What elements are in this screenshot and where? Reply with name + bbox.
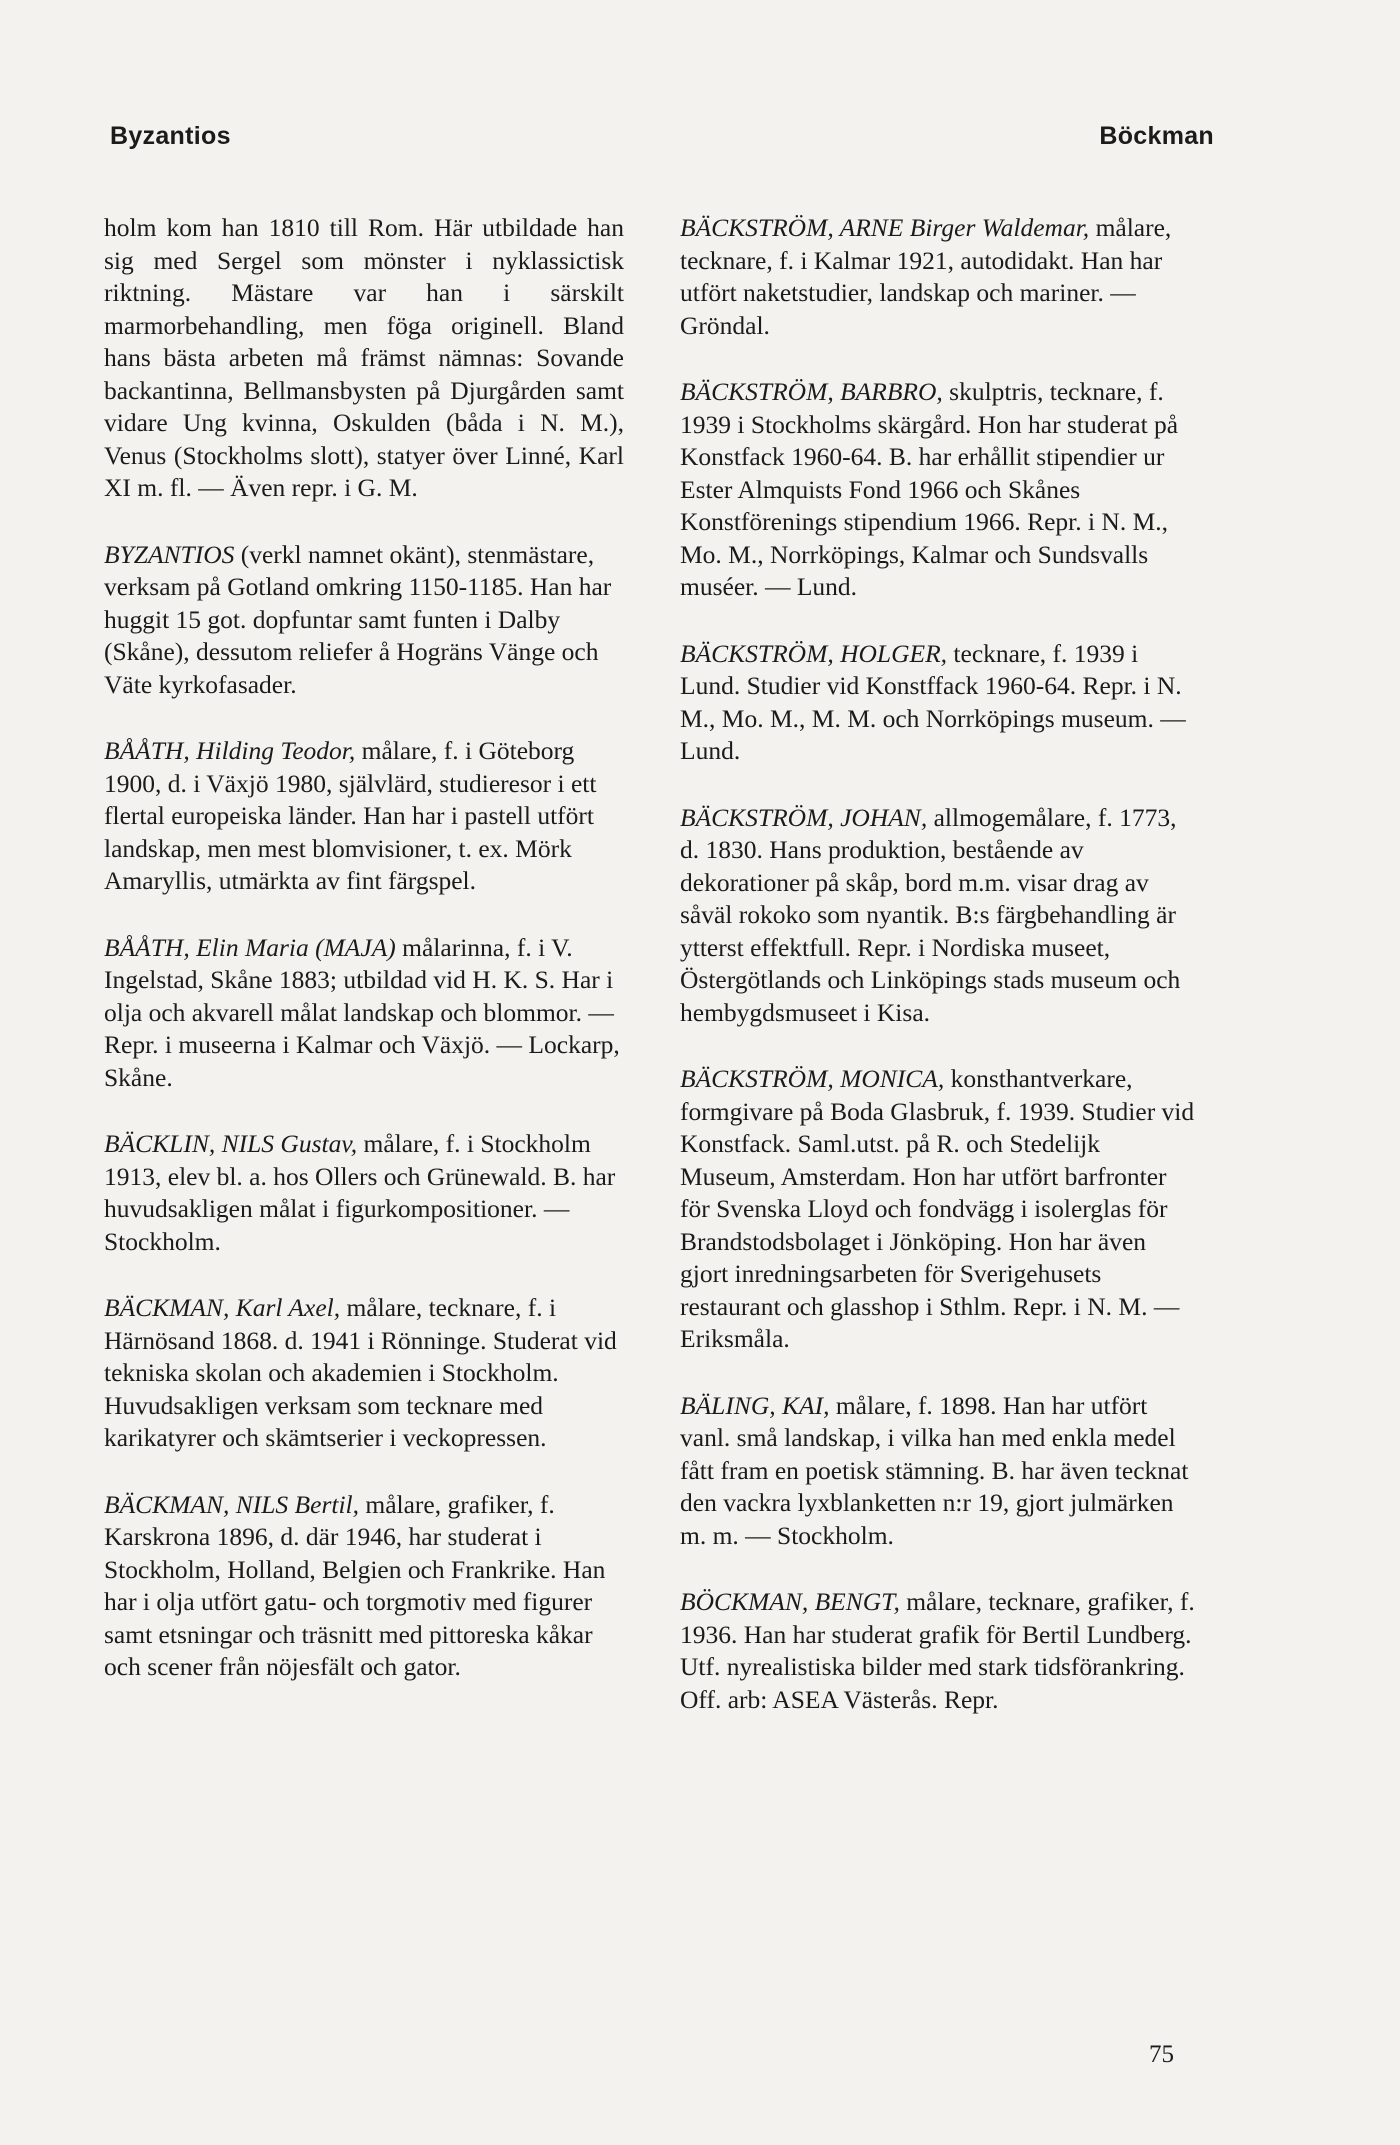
- left-column: [104, 212, 624, 1718]
- entry-text: (verkl namnet okänt), stenmästare, verksam på Gotland omkring 1150-1185. Han har huggit 15 got. dopfuntar samt funten i Dalby (Skåne), dessutom reliefer å Hogräns Vänge och Väte kyrkofasader.: [104, 539, 612, 699]
- entry-backlin-nils: [104, 1128, 624, 1258]
- entry-name: BÄCKSTRÖM, BARBRO,: [680, 377, 943, 406]
- entry-backman-karl: [104, 1292, 624, 1455]
- entry-backstrom-holger: [680, 638, 1200, 768]
- entry-text: målare, f. i Stockholm 1913, elev bl. a. hos Ollers och Grünewald. B. har huvudsakligen målat i figurkompositioner. — Stockholm.: [104, 1129, 616, 1256]
- entry-backman-nils: [104, 1489, 624, 1684]
- entry-bockman-bengt: [680, 1586, 1200, 1716]
- entry-name: BÅÅTH, Elin Maria (MAJA): [104, 932, 396, 962]
- entry-name: BYZANTIOS: [104, 539, 235, 569]
- entry-name: BÄCKSTRÖM, HOLGER,: [680, 638, 948, 668]
- entry-backstrom-monica: [680, 1063, 1200, 1356]
- entry-name: BÄCKLIN, NILS Gustav,: [104, 1129, 358, 1158]
- entry-name: BÄCKSTRÖM, MONICA,: [680, 1064, 945, 1093]
- entry-text: allmogemålare, f. 1773, d. 1830. Hans produktion, bestående av dekorationer på skåp, bord m.m. visar drag av såväl rokoko som nyantik. B:s färgbehandling är ytterst effektfull. Repr. i Nordiska museet, Östergötlands och Linköpings stads museum och hembygdsmuseet i Kisa.: [680, 802, 1181, 1027]
- entry-name: BÖCKMAN, BENGT,: [680, 1587, 900, 1616]
- entry-name: BÄCKSTRÖM, JOHAN,: [680, 802, 928, 832]
- entry-name: BÄLING, KAI,: [680, 1390, 830, 1420]
- entry-baath-hilding: [104, 735, 624, 898]
- page-number: 75: [1149, 2041, 1174, 2068]
- entry-backstrom-arne: [680, 212, 1200, 342]
- entry-text: målare, tecknare, f. i Härnösand 1868. d. 1941 i Rönninge. Studerat vid tekniska skolan och akademien i Stockholm. Huvudsakligen verksam som tecknare med karikatyrer och skämtserier i veckopressen.: [104, 1293, 617, 1452]
- entry-text: målarinna, f. i V. Ingelstad, Skåne 1883; utbildad vid H. K. S. Har i olja och akvarell målat landskap och blommor. — Repr. i museerna i Kalmar och Växjö. — Lockarp, Skåne.: [104, 932, 620, 1092]
- entry-baling-kai: [680, 1390, 1200, 1553]
- continuation-paragraph: holm kom han 1810 till Rom. Här utbildade han sig med Sergel som mönster i nyklassictisk riktning. Mästare var han i särskilt marmorbehandling, men föga originell. Bland hans bästa arbeten må främst nämnas: Sovande backantinna, Bellmansbysten på Djurgården samt vidare Ung kvinna, Oskulden (båda i N. M.), Venus (Stockholms slott), statyer över Linné, Karl XI m. fl. — Även repr. i G. M.: [104, 213, 624, 502]
- entry-text: målare, grafiker, f. Karskrona 1896, d. där 1946, har studerat i Stockholm, Holland, Belgien och Frankrike. Han har i olja utfört gatu- och torgmotiv med figurer samt etsningar och träsnitt med pittoreska kåkar och scener från nöjesfält och gator.: [104, 1489, 606, 1681]
- running-head-right: Böckman: [1099, 122, 1214, 150]
- entry-backstrom-barbro: [680, 376, 1200, 604]
- entry-text: målare, f. i Göteborg 1900, d. i Växjö 1980, självlärd, studieresor i ett flertal europeiska länder. Han har i pastell utfört landskap, men mest blomvisioner, t. ex. Mörk Amaryllis, utmärkta av fint färgspel.: [104, 736, 597, 895]
- right-column: [680, 212, 1200, 1750]
- running-head-left: Byzantios: [110, 122, 231, 150]
- entry-name: BÄCKMAN, Karl Axel,: [104, 1293, 341, 1322]
- entry-text: konsthantverkare, formgivare på Boda Glasbruk, f. 1939. Studier vid Konstfack. Saml.utst. på R. och Stedelijk Museum, Amsterdam. Hon har utfört barfronter för Svenska Lloyd och fondvägg i isolerglas för Brandstodsbolaget i Jönköping. Hon har även gjort inredningsarbeten för Sverigehusets restaurant och glasshop i Sthlm. Repr. i N. M. — Eriksmåla.: [680, 1064, 1195, 1353]
- entry-name: BÅÅTH, Hilding Teodor,: [104, 736, 356, 765]
- entry-text: målare, tecknare, f. i Kalmar 1921, autodidakt. Han har utfört naketstudier, landskap och mariner. — Gröndal.: [680, 213, 1172, 340]
- entry-text: tecknare, f. 1939 i Lund. Studier vid Konstffack 1960-64. Repr. i N. M., Mo. M., M. M. och Norrköpings museum. — Lund.: [680, 638, 1186, 765]
- entry-byzantios: [104, 539, 624, 702]
- entry-backstrom-johan: [680, 802, 1200, 1030]
- entry-name: BÄCKMAN, NILS Bertil,: [104, 1489, 359, 1519]
- entry-text: skulptris, tecknare, f. 1939 i Stockholms skärgård. Hon har studerat på Konstfack 1960-64. B. har erhållit stipendier ur Ester Almquists Fond 1966 och Skånes Konstförenings stipendium 1966. Repr. i N. M., Mo. M., Norrköpings, Kalmar och Sundsvalls muséer. — Lund.: [680, 377, 1179, 601]
- entry-text: målare, f. 1898. Han har utfört vanl. små landskap, i vilka han med enkla medel fått fram en poetisk stämning. B. har även tecknat den vackra lyxblanketten n:r 19, gjort julmärken m. m. — Stockholm.: [680, 1390, 1189, 1550]
- entry-text: målare, tecknare, grafiker, f. 1936. Han har studerat grafik för Bertil Lundberg. Utf. nyrealistiska bilder med stark tidsförankring. Off. arb: ASEA Västerås. Repr.: [680, 1587, 1195, 1714]
- entry-baath-maja: [104, 932, 624, 1095]
- entry-name: BÄCKSTRÖM, ARNE Birger Waldemar,: [680, 213, 1090, 242]
